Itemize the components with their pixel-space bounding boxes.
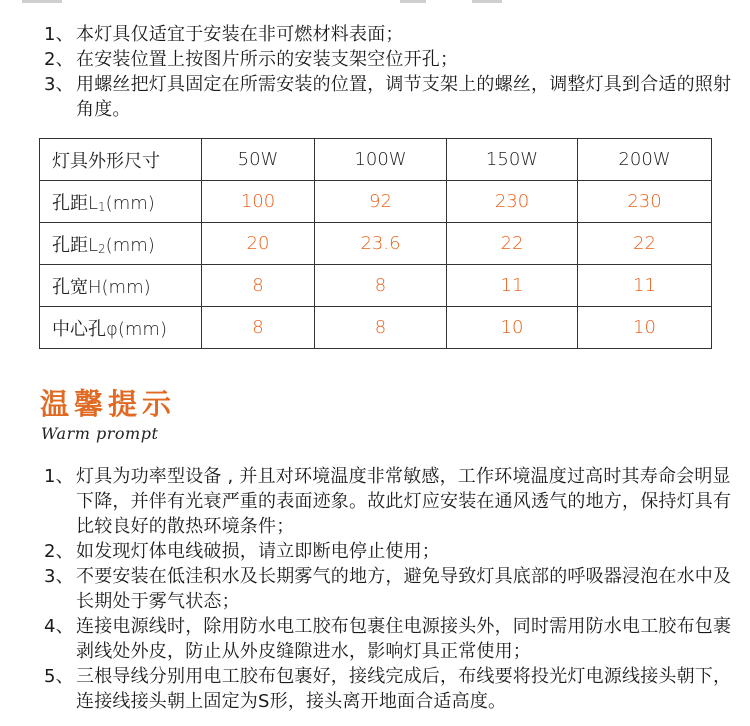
tip-item: 2、 如发现灯体电线破损，请立即断电停止使用； (44, 541, 440, 562)
instruction-item: 2、 在安装位置上按图片所示的安装支架空位开孔； (44, 49, 459, 70)
tip-item: 4、 连接电源线时，除用防水电工胶布包裹住电源接头外，同时需用防水电工胶布包裹剥线处外皮，防止从外皮缝隙进水，影响灯具正常使用； (44, 616, 732, 662)
table-cell: 11 (447, 265, 578, 307)
table-cell: 8 (202, 265, 315, 307)
header-cell: 100W (315, 139, 447, 181)
table-cell: 20 (202, 223, 315, 265)
table-cell: 11 (578, 265, 712, 307)
table-row (40, 265, 712, 307)
table-cell: 10 (447, 307, 578, 349)
table-row (40, 307, 712, 349)
tip-item: 3、 不要安装在低洼积水及长期雾气的地方，避免导致灯具底部的呼吸器浸泡在水中及长期处于雾气状态； (44, 566, 732, 612)
instruction-item: 3、 用螺丝把灯具固定在所需安装的位置，调节支架上的螺丝，调整灯具到合适的照射角度。 (44, 74, 732, 120)
tip-item: 1、 灯具为功率型设备 , 并且对环境温度非常敏感，工作环境温度过高时其寿命会明显下降，并伴有光衰严重的表面迹象。故此灯应安装在通风透气的地方，保持灯具有比较良好的散热环境条件； (44, 466, 732, 537)
table-row (40, 223, 712, 265)
table-cell: 22 (578, 223, 712, 265)
table-cell: 8 (315, 307, 447, 349)
header-cell: 灯具外形尺寸 (40, 139, 202, 181)
table-cell: 10 (578, 307, 712, 349)
table-cell: 23.6 (315, 223, 447, 265)
tip-item: 5、 三根导线分别用电工胶布包裹好，接线完成后，布线要将投光灯电源线接头朝下，连接线接头朝上固定为S形，接头离开地面合适高度。 (44, 666, 732, 712)
instruction-item: 1、 本灯具仅适宜于安装在非可燃材料表面； (44, 24, 404, 45)
table-row (40, 181, 712, 223)
header-cell: 50W (202, 139, 315, 181)
warm-prompt-list (44, 464, 734, 714)
table-cell: 230 (578, 181, 712, 223)
row-label: 孔距L1(mm) (40, 181, 202, 223)
warm-prompt-subtitle: Warm prompt (41, 424, 159, 443)
warm-prompt-title: 温馨提示 (40, 387, 177, 421)
table-cell: 8 (315, 265, 447, 307)
spec-table (39, 138, 712, 349)
header-cell: 150W (447, 139, 578, 181)
table-cell: 100 (202, 181, 315, 223)
row-label: 孔距L2(mm) (40, 223, 202, 265)
top-cropped-edge (0, 0, 750, 4)
table-cell: 22 (447, 223, 578, 265)
table-cell: 92 (315, 181, 447, 223)
table-header-row (40, 139, 712, 181)
row-label: 中心孔φ(mm) (40, 307, 202, 349)
table-cell: 230 (447, 181, 578, 223)
table-cell: 8 (202, 307, 315, 349)
row-label: 孔宽H(mm) (40, 265, 202, 307)
header-cell: 200W (578, 139, 712, 181)
installation-instructions (44, 22, 734, 122)
